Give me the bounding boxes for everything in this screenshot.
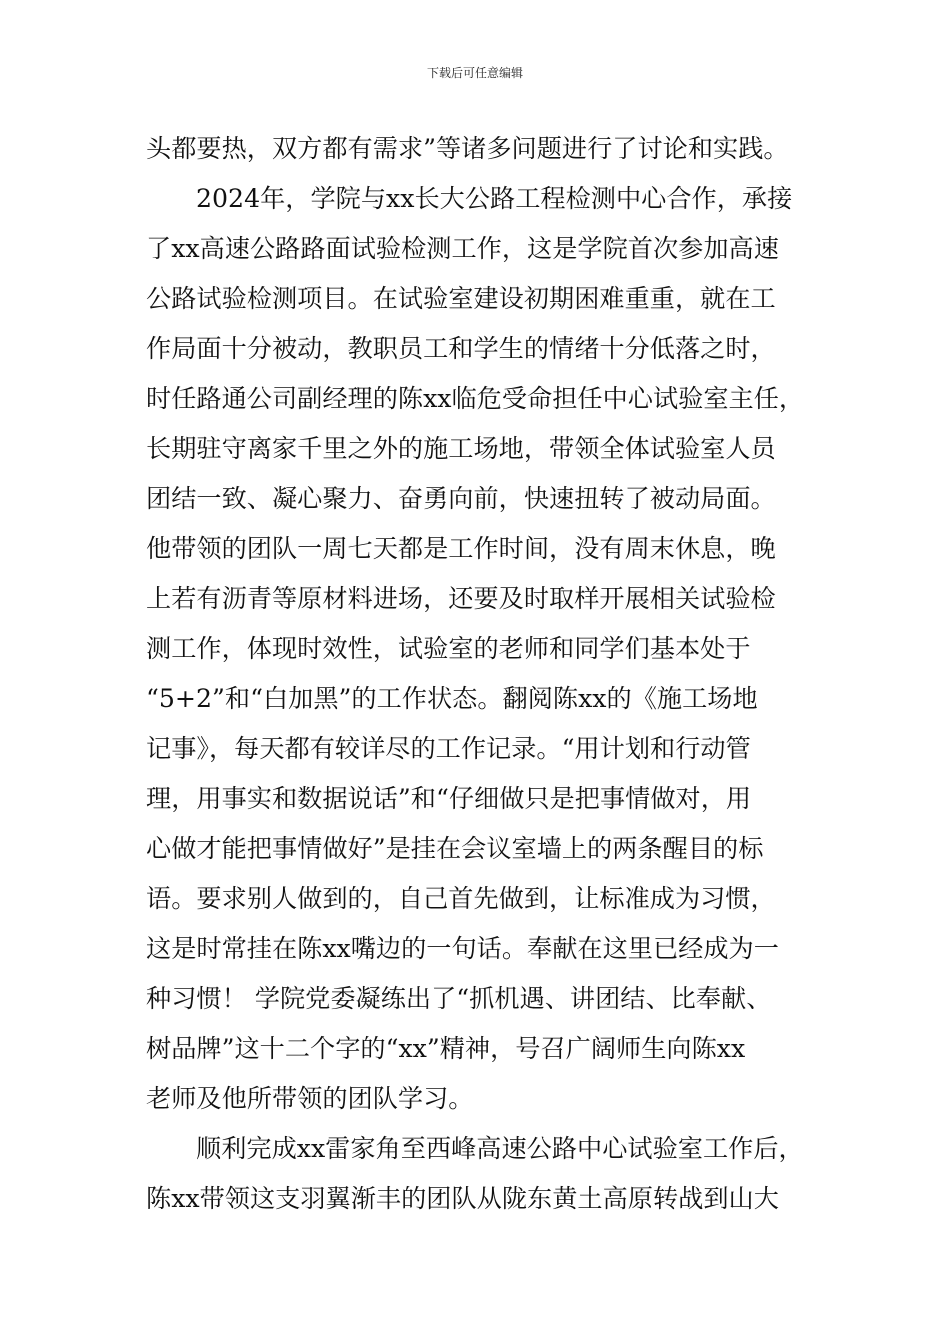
page-header-note: 下载后可任意编辑 — [426, 66, 523, 80]
text-line: 记事》，每天都有较详尽的工作记录。“用计划和行动管 — [146, 734, 751, 763]
text-line: 老师及他所带领的团队学习。 — [146, 1084, 474, 1113]
text-line: 树品牌”这十二个字的“xx”精神，号召广阔师生向陈xx — [146, 1034, 746, 1063]
text-line: 了xx高速公路路面试验检测工作，这是学院首次参加高速 — [146, 234, 779, 263]
text-line: 陈xx带领这支羽翼渐丰的团队从陇东黄土高原转战到山大 — [146, 1184, 779, 1213]
text-line: 理，用事实和数据说话”和“仔细做只是把事情做对，用 — [146, 784, 752, 813]
text-line: 头都要热，双方都有需求”等诸多问题进行了讨论和实践。 — [146, 134, 789, 163]
text-line: 团结一致、凝心聚力、奋勇向前，快速扭转了被动局面。 — [146, 484, 776, 513]
text-line: 2024年，学院与xx长大公路工程检测中心合作，承接 — [196, 184, 793, 213]
text-line: 公路试验检测项目。在试验室建设初期困难重重，就在工 — [146, 284, 776, 313]
text-line: 这是时常挂在陈xx嘴边的一句话。奉献在这里已经成为一 — [146, 934, 779, 963]
text-line: 时任路通公司副经理的陈xx临危受命担任中心试验室主任， — [146, 384, 805, 413]
text-line: 上若有沥青等原材料进场，还要及时取样开展相关试验检 — [146, 584, 776, 613]
text-line: 种习惯！ 学院党委凝练出了“抓机遇、讲团结、比奉献、 — [146, 984, 772, 1013]
text-line: 测工作，体现时效性，试验室的老师和同学们基本处于 — [146, 634, 751, 663]
text-line: 长期驻守离家千里之外的施工场地，带领全体试验室人员 — [146, 434, 776, 463]
text-line: “5+2”和“白加黑”的工作状态。翻阅陈xx的《施工场地 — [146, 684, 758, 713]
text-line: 顺利完成xx雷家角至西峰高速公路中心试验室工作后， — [196, 1134, 804, 1163]
text-line: 他带领的团队一周七天都是工作时间，没有周末休息，晚 — [146, 534, 776, 563]
text-line: 作局面十分被动，教职员工和学生的情绪十分低落之时， — [146, 334, 776, 363]
text-line: 语。要求别人做到的，自己首先做到，让标准成为习惯， — [146, 884, 776, 913]
text-line: 心做才能把事情做好”是挂在会议室墙上的两条醒目的标 — [146, 834, 764, 863]
